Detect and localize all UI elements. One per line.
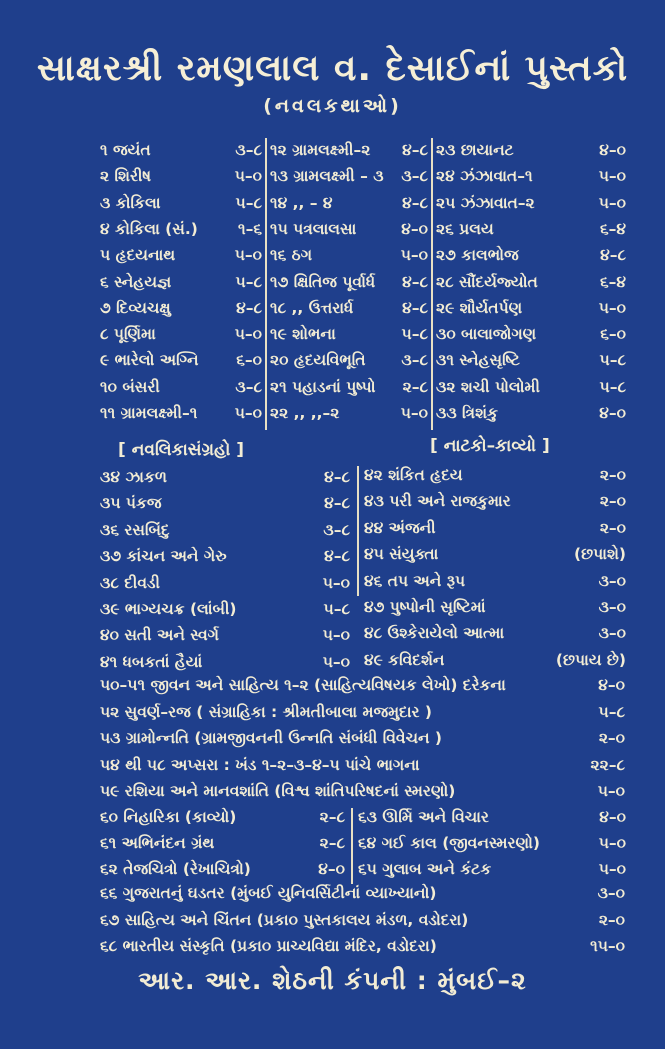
book-price: ૪–૦ [318, 860, 345, 878]
book-entry [436, 325, 626, 351]
book-title: ૩૦ બાલાજોગણ [436, 325, 537, 344]
book-title: ૨૧ પહાડનાં પુષ્પો [270, 377, 376, 396]
book-price: ૩–૮ [235, 141, 262, 159]
book-title: ૪૧ ધબકતાં હૈયાં [100, 652, 203, 671]
book-title: ૫૦–૫૧ જીવન અને સાહિત્ય ૧–૨ (સાહિત્યવિષયક લેખો) દરેકના [100, 676, 506, 694]
book-title: ૧૩ ગ્રામલક્ષ્મી – ૩ [270, 167, 384, 186]
book-title: ૧૫ પત્રલાલસા [270, 219, 357, 238]
book-title: ૪ કોકિલા (સં.) [100, 219, 198, 238]
book-title: ૮ પૂર્ણિમા [100, 325, 156, 344]
book-price: ૫–૮ [598, 702, 625, 721]
book-price: ૫–૮ [235, 272, 262, 291]
book-entry [100, 574, 350, 600]
book-price: ૩–૮ [235, 377, 262, 396]
book-price: ૫–૦ [322, 626, 350, 645]
column-divider [265, 138, 267, 430]
book-price: ૫–૮ [323, 600, 350, 618]
book-price: ૧૫–૦ [590, 937, 625, 955]
book-entry [364, 545, 626, 571]
book-entry [436, 404, 626, 430]
book-entry [100, 167, 262, 193]
book-entry [100, 937, 625, 963]
book-title: ૧૭ ક્ષિતિજ પૂર્વાર્ધ [270, 272, 376, 291]
book-price: ૫–૦ [234, 246, 262, 265]
book-price: ૫–૦ [400, 246, 428, 265]
book-price: ૫–૮ [235, 193, 262, 212]
page-title: સાક્ષરશ્રી રમણલાલ વ. દેસાઈનાં પુસ્તકો [36, 48, 629, 89]
book-price: ૬–૦ [236, 351, 262, 370]
book-title: ૧ જયંત [100, 141, 151, 159]
book-title: ૧૮ ,, ઉત્તરાર્ધ [270, 298, 354, 317]
book-price: ૩–૦ [598, 571, 626, 590]
book-price: (છપાશે) [574, 545, 626, 564]
book-entry [364, 492, 626, 518]
book-price: ૫–૦ [234, 325, 262, 344]
book-entry [100, 884, 625, 910]
book-title: ૬ સ્નેહયજ્ઞ [100, 272, 172, 291]
book-title: ૬૩ ઊર્મિ અને વિચાર [358, 808, 489, 826]
book-price: ૪–૦ [599, 808, 626, 826]
book-price: ૪–૮ [324, 468, 350, 486]
book-entry [100, 756, 625, 782]
book-entry [270, 378, 428, 404]
book-title: ૨૩ છાયાનટ [436, 141, 514, 159]
book-entry [100, 194, 262, 220]
column-divider [357, 466, 359, 596]
book-title: ૩૫ પંકજ [100, 494, 162, 513]
book-title: ૧૬ ઠગ [270, 246, 313, 265]
book-entry [436, 194, 626, 220]
book-entry [364, 466, 626, 492]
book-entry [270, 299, 428, 325]
book-entry [436, 220, 626, 246]
book-title: ૬૦ નિહારિકા (કાવ્યો) [100, 808, 237, 826]
book-price: ૨–૮ [319, 808, 345, 826]
book-price: ૪–૦ [599, 141, 626, 159]
book-entry [100, 141, 262, 167]
book-price: ૩–૮ [323, 520, 350, 539]
book-price: ૨–૦ [599, 518, 626, 537]
book-title: ૧૦ બંસરી [100, 377, 160, 396]
book-entry [270, 246, 428, 272]
book-entry [270, 404, 428, 430]
book-entry [436, 167, 626, 193]
book-entry [100, 468, 350, 494]
book-title: ૨૪ ઝંઝાવાત–૧ [436, 167, 533, 186]
book-entry [436, 273, 626, 299]
book-title: ૬૪ ગઈ કાલ (જીવનસ્મરણો) [358, 834, 540, 852]
book-entry [100, 521, 350, 547]
book-price: ૨–૦ [598, 910, 625, 929]
book-entry [100, 808, 345, 834]
book-entry [364, 572, 626, 598]
page-subtitle: (નવલકથાઓ) [263, 95, 402, 117]
book-entry [100, 626, 350, 652]
book-price: ૫–૦ [234, 167, 262, 186]
book-title: ૩૮ દીવડી [100, 573, 160, 592]
book-title: ૨૮ સૌંદર્યજ્યોત [436, 272, 538, 291]
book-title: ૬૮ ભારતીય સંસ્કૃતિ (પ્રકા૦ પ્રાચ્યવિદ્યા મંદિર, વડોદરા) [100, 937, 437, 955]
book-price: ૩–૮ [401, 167, 428, 186]
book-entry [364, 624, 626, 650]
book-price: ૫–૦ [234, 404, 262, 422]
book-title: ૧૨ ગ્રામલક્ષ્મી–૨ [270, 141, 371, 159]
book-title: ૩૧ સ્નેહસૃષ્ટિ [436, 351, 520, 370]
book-entry [364, 519, 626, 545]
book-title: ૩૬ રસબિંદુ [100, 520, 170, 539]
book-title: ૪૮ ઉશ્કેરાયેલો આત્મા [364, 624, 505, 643]
book-price: ૫–૦ [598, 193, 626, 212]
book-title: ૪૦ સતી અને સ્વર્ગ [100, 626, 219, 645]
book-title: ૨૬ પ્રલય [436, 219, 494, 238]
book-price: ૪–૮ [402, 272, 428, 291]
book-price: ૫–૦ [400, 404, 428, 422]
book-price: ૬–૦ [600, 325, 626, 344]
book-price: ૫–૮ [599, 351, 626, 370]
book-entry [100, 653, 350, 679]
book-entry [100, 299, 262, 325]
book-entry [100, 782, 625, 808]
book-title: ૩૨ શચી પોલોમી [436, 377, 540, 396]
book-entry [100, 246, 262, 272]
book-price: ૨–૦ [598, 729, 625, 748]
book-price: ૪–૦ [599, 404, 626, 422]
book-price: ૫–૮ [401, 325, 428, 344]
book-entry [358, 808, 626, 834]
book-entry [100, 378, 262, 404]
book-price: ૫–૦ [322, 652, 350, 671]
book-price: ૫–૦ [597, 782, 625, 801]
book-price: ૬–૪ [599, 219, 626, 238]
book-title: ૧૧ ગ્રામલક્ષ્મી–૧ [100, 404, 198, 422]
book-entry [100, 600, 350, 626]
book-entry [436, 378, 626, 404]
book-entry [270, 325, 428, 351]
book-price: ૪–૦ [401, 219, 428, 238]
book-price: ૨–૮ [402, 377, 428, 396]
book-price: ૫–૦ [598, 167, 626, 186]
book-entry [436, 246, 626, 272]
book-entry [100, 860, 345, 886]
book-title: ૩૩ ત્રિશંકુ [436, 404, 498, 422]
book-entry [364, 598, 626, 624]
book-title: ૪૪ અંજની [364, 518, 436, 537]
book-entry [100, 834, 345, 860]
book-title: ૪૩ પરી અને રાજકુમાર [364, 492, 511, 511]
book-price: ૩–૦ [598, 598, 626, 616]
book-entry [100, 729, 625, 755]
book-price: ૩–૮ [401, 351, 428, 370]
book-title: ૫૯ રશિયા અને માનવશાંતિ (વિશ્વ શાંતિપરિષદનાં સ્મરણો) [100, 782, 456, 801]
book-title: ૫૩ ગ્રામોન્નતિ (ગ્રામજીવનની ઉન્નતિ સંબંધી વિવેચન ) [100, 729, 443, 748]
book-entry [270, 273, 428, 299]
plays-poems-heading: [ નાટકો–કાવ્યો ] [430, 436, 550, 456]
book-price: ૩–૦ [597, 884, 625, 902]
book-price: ૨૨–૮ [590, 755, 625, 774]
book-price: ૧–૬ [237, 219, 262, 238]
book-price: ૪–૮ [600, 246, 626, 265]
book-entry [436, 351, 626, 377]
book-entry [100, 220, 262, 246]
book-title: ૩૭ કાંચન અને ગેરુ [100, 547, 227, 566]
book-title: ૩ કોકિલા [100, 193, 161, 212]
book-price: ૫–૦ [598, 834, 626, 852]
book-title: ૫ હૃદયનાથ [100, 246, 176, 265]
book-entry [270, 220, 428, 246]
book-price: ૪–૮ [324, 547, 350, 566]
book-entry [270, 141, 428, 167]
book-price: ૨–૦ [599, 492, 626, 511]
book-title: ૬૫ ગુલાબ અને કંટક [358, 860, 492, 878]
book-price: ૫–૦ [598, 860, 626, 878]
book-price: ૪–૦ [598, 676, 625, 694]
short-stories-heading: [ નવલિકાસંગ્રહો ] [118, 440, 245, 460]
book-price: ૪–૮ [324, 494, 350, 513]
column-divider [431, 138, 433, 430]
book-entry [100, 703, 625, 729]
book-entry [358, 860, 626, 886]
book-entry [100, 547, 350, 573]
book-title: ૪૬ તપ અને રૂપ [364, 571, 466, 590]
book-title: ૬૨ તેજચિત્રો (રેખાચિત્રો) [100, 860, 251, 878]
book-title: ૭ દિવ્યચક્ષુ [100, 298, 171, 317]
book-title: ૨૯ શૌર્યતર્પણ [436, 298, 523, 317]
book-entry [270, 167, 428, 193]
book-entry [270, 194, 428, 220]
book-entry [358, 834, 626, 860]
book-title: ૪૫ સંયુક્તા [364, 545, 439, 564]
book-price: ૫–૦ [322, 573, 350, 592]
book-title: ૫૨ સુવર્ણ–રજ ( સંગ્રાહિકા : શ્રીમતીબાલા મજમુદાર ) [100, 702, 433, 721]
book-entry [436, 141, 626, 167]
book-title: ૬૬ ગુજરાતનું ઘડતર (મુંબઈ યુનિવર્સિટીનાં વ્યાખ્યાનો) [100, 884, 437, 902]
book-title: ૩૪ ઝાકળ [100, 468, 167, 486]
book-price: ૪–૮ [402, 193, 428, 212]
book-entry [270, 351, 428, 377]
book-title: ૧૯ શોભના [270, 325, 336, 344]
book-title: ૨૨ ,, ,,–૨ [270, 404, 340, 422]
book-title: ૧૪ ,, – ૪ [270, 193, 333, 212]
book-title: ૯ ભારેલો અગ્નિ [100, 351, 199, 370]
book-title: ૨ શિરીષ [100, 167, 152, 186]
book-price: ૪–૮ [402, 298, 428, 317]
book-title: ૬૭ સાહિત્ય અને ચિંતન (પ્રકા૦ પુસ્તકાલય મંડળ, વડોદરા) [100, 910, 469, 929]
book-price: ૩–૦ [598, 624, 626, 643]
book-price: ૪–૮ [402, 141, 428, 159]
book-title: ૬૧ અભિનંદન ગ્રંથ [100, 834, 215, 852]
book-entry [100, 273, 262, 299]
book-entry [100, 911, 625, 937]
book-price: ૬–૪ [599, 272, 626, 291]
publisher-name: આર. આર. શેઠની કંપની : મુંબઈ–૨ [138, 966, 527, 995]
book-entry [100, 325, 262, 351]
book-title: ૨૫ ઝંઝાવાત–૨ [436, 193, 535, 212]
book-price: ૪–૮ [236, 298, 262, 317]
book-title: ૨૭ કાલભોજ [436, 246, 519, 265]
book-price: ૫–૦ [598, 298, 626, 317]
book-title: ૪૨ શંકિત હૃદય [364, 466, 463, 484]
column-divider [351, 808, 353, 884]
book-price: ૨–૮ [319, 834, 345, 852]
book-price: (છપાય છે) [555, 650, 626, 669]
book-entry [364, 651, 626, 677]
book-entry [100, 494, 350, 520]
book-title: ૫૪ થી ૫૮ અપ્સરા : ખંડ ૧–૨–૩–૪–૫ પાંચે ભાગના [100, 755, 420, 774]
book-entry [100, 351, 262, 377]
book-entry [100, 404, 262, 430]
book-price: ૨–૦ [599, 466, 626, 484]
book-entry [436, 299, 626, 325]
book-title: ૪૯ કવિદર્શન [364, 650, 445, 669]
book-entry [100, 676, 625, 702]
book-title: ૩૯ ભાગ્યચક્ર (લાંબી) [100, 600, 237, 618]
book-price: ૫–૮ [599, 377, 626, 396]
book-title: ૪૭ પુષ્પોની સૃષ્ટિમાં [364, 598, 486, 616]
book-title: ૨૦ હૃદયવિભૂતિ [270, 351, 366, 370]
